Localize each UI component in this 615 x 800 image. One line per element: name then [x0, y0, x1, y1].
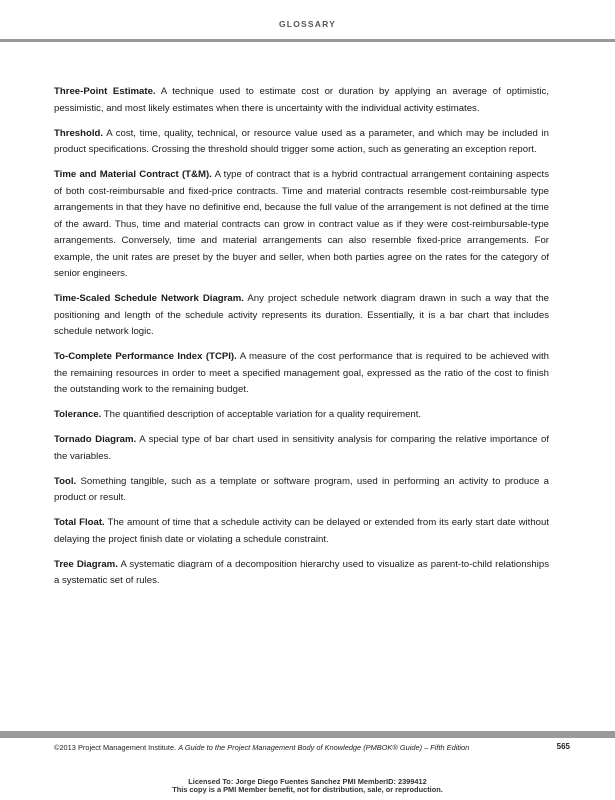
- glossary-term: Total Float.: [54, 517, 105, 528]
- license-line-2: This copy is a PMI Member benefit, not for distribution, sale, or reproduction.: [172, 785, 443, 794]
- running-header-title: GLOSSARY: [279, 19, 336, 29]
- license-line-1: Licensed To: Jorge Diego Fuentes Sanchez PMI MemberID: 2399412: [188, 777, 427, 786]
- glossary-term: To-Complete Performance Index (TCPI).: [54, 351, 237, 362]
- glossary-entry: [54, 432, 549, 465]
- glossary-entry: [54, 291, 549, 341]
- glossary-entry: [54, 167, 549, 283]
- glossary-term: Three-Point Estimate.: [54, 86, 156, 97]
- glossary-definition: A type of contract that is a hybrid contractual arrangement containing aspects of both cost-reimbursable and fixed-price contracts. Time and material contracts resemble cost-reimbursable type arrangements in that they have no definitive end, because the full value of the arrangement is not defined at the time of the award. Thus, time and material contracts can grow in contract value as if they were cost-reimbursable-type arrangements. Conversely, time and material arrangements can also resemble fixed-price arrangements. For example, the unit rates are preset by the buyer and seller, when both parties agree on the rates for the category of senior engineers.: [54, 169, 549, 279]
- glossary-definition: The amount of time that a schedule activity can be delayed or extended from its early start date without delaying the project finish date or violating a schedule constraint.: [54, 517, 550, 545]
- glossary-term: Tool.: [54, 475, 77, 487]
- glossary-entry: [54, 474, 549, 507]
- glossary-entry: [54, 84, 549, 117]
- glossary-entry: [54, 349, 549, 399]
- glossary-term: Tree Diagram.: [54, 558, 118, 570]
- glossary-term: Threshold.: [54, 127, 104, 139]
- footer-copyright: [54, 743, 469, 752]
- glossary-entry: [54, 557, 549, 590]
- glossary-definition: The quantified description of acceptable variation for a quality requirement.: [103, 409, 422, 420]
- glossary-term: Time and Material Contract (T&M).: [54, 169, 212, 180]
- glossary-definition: A measure of the cost performance that is required to be achieved with the remaining resources in order to meet a specified management goal, expressed as the ratio of the cost to finish the outstanding work to the remaining budget.: [54, 351, 549, 395]
- glossary-definition: A technique used to estimate cost or duration by applying an average of optimistic, pessimistic, and most likely estimates when there is uncertainty with the individual activity estimates.: [54, 86, 550, 114]
- footer-book-title: A Guide to the Project Management Body of Knowledge (PMBOK® Guide) – Fifth Edition: [178, 743, 470, 752]
- glossary-term: Time-Scaled Schedule Network Diagram.: [54, 293, 244, 304]
- glossary-term: Tornado Diagram.: [54, 434, 137, 445]
- glossary-definition: A systematic diagram of a decomposition hierarchy used to visualize as parent-to-child relationships a systematic set of rules.: [54, 558, 549, 586]
- footer-copyright-prefix: ©2013 Project Management Institute.: [54, 743, 177, 752]
- glossary-definition: Any project schedule network diagram drawn in such a way that the positioning and length of the schedule activity represents its duration. Essentially, it is a bar chart that includes schedule network logic.: [54, 293, 550, 337]
- glossary-definition: A special type of bar chart used in sensitivity analysis for comparing the relative importance of the variables.: [54, 434, 549, 462]
- glossary-entry: [54, 126, 549, 159]
- glossary-definition: Something tangible, such as a template or software program, used in performing an activity to produce a product or result.: [54, 475, 549, 503]
- page-number: 565: [556, 742, 570, 751]
- glossary-entry: [54, 407, 549, 424]
- header-divider: [0, 39, 615, 42]
- glossary-content: [54, 84, 549, 598]
- glossary-entry: [54, 515, 549, 548]
- glossary-term: Tolerance.: [54, 409, 102, 420]
- footer-divider: [0, 731, 615, 738]
- glossary-definition: A cost, time, quality, technical, or resource value used as a parameter, and which may be included in product specifications. Crossing the threshold should trigger some action, such as generating an exception report.: [54, 127, 550, 155]
- license-notice: [0, 778, 615, 794]
